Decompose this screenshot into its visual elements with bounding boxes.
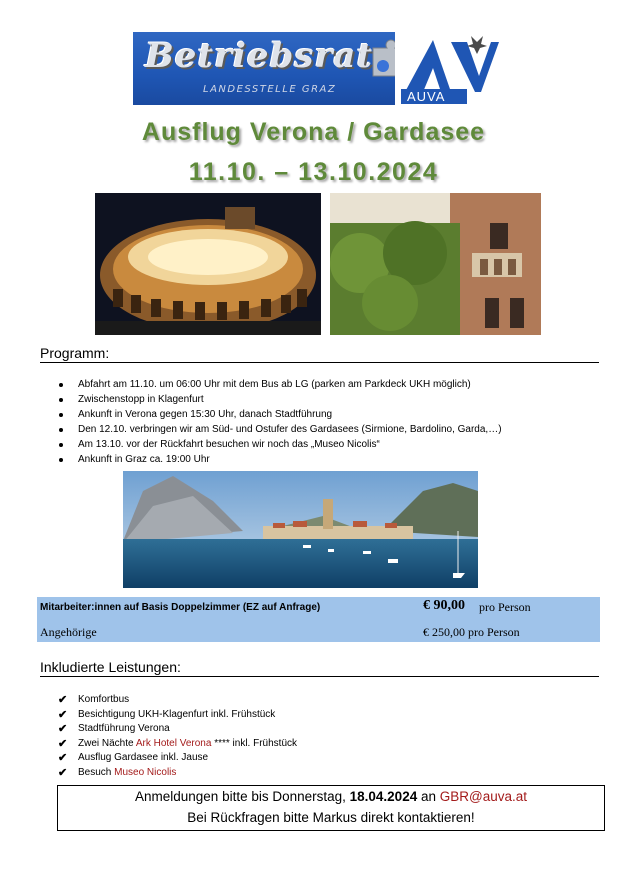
price-row-employees: [37, 597, 600, 622]
page-title: Ausflug Verona / Gardasee: [141, 118, 486, 146]
checkmark-icon: ✔: [58, 737, 68, 750]
price-value-employees: € 90,00: [423, 598, 465, 613]
registration-deadline: 18.04.2024: [349, 789, 418, 804]
list-item: Am 13.10. vor der Rückfahrt besuchen wir noch das „Museo Nicolis“: [56, 437, 502, 452]
gardasee-photo: [123, 471, 478, 588]
list-item: Ankunft in Verona gegen 15:30 Uhr, danach Stadtführung: [56, 407, 502, 422]
trip-dates: 11.10. – 13.10.2024: [188, 158, 439, 186]
programm-list: [56, 377, 502, 467]
checkmark-icon: ✔: [58, 708, 68, 721]
price-label-relatives: Angehörige: [40, 625, 97, 639]
checkmark-icon: ✔: [58, 752, 68, 764]
list-item: ✔ Stadtführung Verona: [58, 723, 170, 735]
price-value-relatives: € 250,00 pro Person: [423, 625, 520, 639]
leistungen-heading: Inkludierte Leistungen:: [40, 659, 599, 677]
checkmark-icon: ✔: [58, 723, 68, 735]
list-item: ✔ Besuch Museo Nicolis: [58, 766, 177, 779]
logo-betriebsrat-text: Betriebsrat: [145, 36, 374, 76]
list-item: ✔ Komfortbus: [58, 694, 130, 706]
list-item: ✔ Ausflug Gardasee inkl. Jause: [58, 752, 209, 764]
juliet-balcony-photo: [330, 193, 541, 335]
registration-line-2: Bei Rückfragen bitte Markus direkt kontaktieren!: [187, 810, 475, 825]
registration-line-1: Anmeldungen bitte bis Donnerstag, 18.04.2024 an GBR@auva.at: [135, 789, 527, 804]
leistungen-list: [58, 693, 297, 780]
list-item: Abfahrt am 11.10. um 06:00 Uhr mit dem Bus ab LG (parken am Parkdeck UKH möglich): [56, 377, 502, 392]
list-item: Ankunft in Graz ca. 19:00 Uhr: [56, 452, 502, 467]
logo-subtitle: LANDESSTELLE GRAZ: [203, 84, 337, 95]
registration-email-link[interactable]: GBR@auva.at: [439, 789, 527, 804]
logo-auva-text: AUVA: [401, 89, 467, 104]
list-item: ✔ Zwei Nächte Ark Hotel Verona **** inkl. Frühstück: [58, 737, 298, 750]
list-item: Den 12.10. verbringen wir am Süd- und Ostufer des Gardasees (Sirmione, Bardolino, Garda,…): [56, 422, 502, 437]
museum-name: Museo Nicolis: [114, 766, 177, 778]
list-item: Zwischenstopp in Klagenfurt: [56, 392, 502, 407]
betriebsrat-auva-logo: [133, 32, 503, 105]
price-unit-employees: pro Person: [479, 600, 531, 614]
programm-heading: Programm:: [40, 345, 599, 363]
registration-box: [57, 785, 605, 831]
checkmark-icon: ✔: [58, 766, 68, 779]
hotel-name: Ark Hotel Verona: [135, 737, 212, 749]
arena-verona-photo: [95, 193, 321, 335]
checkmark-icon: ✔: [58, 694, 68, 706]
list-item: ✔ Besichtigung UKH-Klagenfurt inkl. Frühstück: [58, 708, 276, 721]
price-label-employees: Mitarbeiter:innen auf Basis Doppelzimmer (EZ auf Anfrage): [40, 602, 321, 613]
price-row-relatives: [37, 622, 600, 642]
